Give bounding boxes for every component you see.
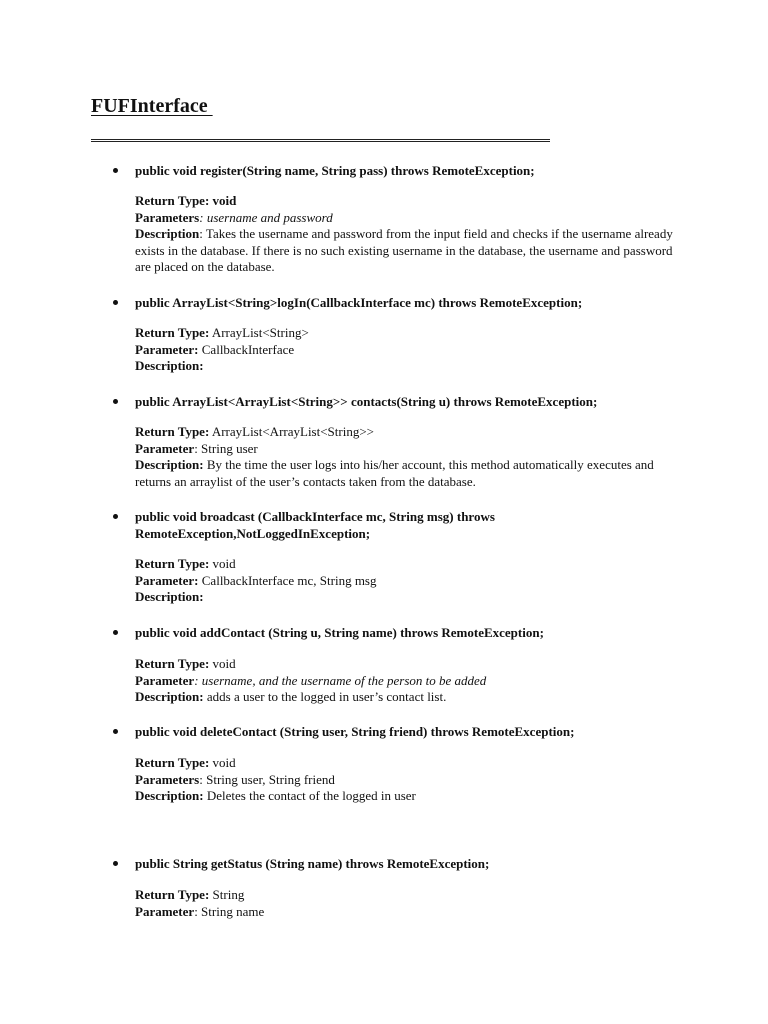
return-type-label: Return Type: (135, 556, 210, 571)
description-value: adds a user to the logged in user’s contact list. (203, 689, 447, 704)
description-label: Description: (135, 358, 204, 373)
document-title: FUFInterface (91, 95, 213, 117)
bullet-icon (113, 729, 118, 734)
return-type-value: void (209, 556, 236, 571)
method-signature: public String getStatus (String name) throws RemoteException; (135, 856, 490, 871)
parameters-value: : username and password (199, 209, 333, 225)
description-line (135, 788, 680, 805)
parameters-line (135, 573, 680, 590)
method-signature: public void addContact (String u, String name) throws RemoteException; (135, 625, 544, 640)
return-type-line (135, 556, 680, 573)
bullet-icon (113, 399, 118, 404)
return-type-line (135, 325, 680, 342)
parameters-value: CallbackInterface (198, 341, 295, 357)
method-signature: public ArrayList<ArrayList<String>> contacts(String u) throws RemoteException; (135, 394, 598, 409)
description-line (135, 358, 680, 375)
parameters-value: : String user (194, 440, 258, 456)
return-type-label: Return Type: (135, 656, 210, 671)
return-type-value: ArrayList<ArrayList<String>> (209, 424, 375, 439)
parameters-value: : username, and the username of the person to be added (194, 672, 487, 688)
description-line (135, 226, 680, 276)
parameters-label: Parameter: (135, 341, 199, 357)
method-details (135, 755, 680, 805)
return-type-value: String (209, 887, 245, 902)
parameters-value: CallbackInterface mc, String msg (198, 572, 377, 588)
parameters-line (135, 441, 680, 458)
description-line (135, 457, 680, 490)
parameters-value: : String user, String friend (199, 771, 335, 787)
bullet-icon (113, 300, 118, 305)
return-type-value: void (209, 755, 236, 770)
return-type-value: ArrayList<String> (209, 325, 309, 340)
bullet-icon (113, 168, 118, 173)
method-details (135, 656, 680, 706)
bullet-icon (113, 861, 118, 866)
return-type-label: Return Type: (135, 887, 210, 902)
method-details (135, 193, 680, 276)
description-value: : Takes the username and password from the input field and checks if the username already exists in the database. If there is no such existing username in the database, the username and password are placed on the database. (135, 226, 673, 274)
parameters-label: Parameter (135, 440, 195, 456)
parameters-label: Parameter: (135, 572, 199, 588)
description-value: Deletes the contact of the logged in user (203, 788, 416, 803)
return-type-line (135, 193, 680, 210)
parameters-label: Parameter (135, 672, 195, 688)
description-label: Description: (135, 589, 204, 604)
method-signature: public void register(String name, String pass) throws RemoteException; (135, 163, 535, 178)
parameters-line (135, 772, 680, 789)
method-details (135, 325, 680, 375)
return-type-label: Return Type: (135, 193, 210, 208)
return-type-line (135, 656, 680, 673)
parameters-line (135, 904, 680, 921)
title-double-rule (91, 139, 550, 142)
bullet-icon (113, 630, 118, 635)
return-type-label: Return Type: (135, 325, 210, 340)
parameters-line (135, 342, 680, 359)
method-details (135, 556, 680, 606)
description-label: Description: (135, 457, 204, 472)
parameters-label: Parameters (135, 209, 200, 225)
return-type-line (135, 424, 680, 441)
method-signature: public void deleteContact (String user, String friend) throws RemoteException; (135, 724, 575, 739)
description-line (135, 689, 680, 706)
parameters-label: Parameters (135, 771, 200, 787)
method-details (135, 887, 680, 920)
return-type-line (135, 887, 680, 904)
description-value: By the time the user logs into his/her account, this method automatically executes and returns an arraylist of the user’s contacts taken from the database. (135, 457, 654, 489)
description-label: Description (135, 226, 200, 241)
bullet-icon (113, 514, 118, 519)
method-signature: public void broadcast (CallbackInterface mc, String msg) throws RemoteException,NotLoggedInException; (135, 509, 495, 541)
parameters-line (135, 210, 680, 227)
return-type-line (135, 755, 680, 772)
parameters-line (135, 673, 680, 690)
method-signature: public ArrayList<String>logIn(CallbackInterface mc) throws RemoteException; (135, 295, 583, 310)
return-type-value: void (209, 656, 236, 671)
return-type-label: Return Type: (135, 424, 210, 439)
parameters-label: Parameter (135, 903, 195, 919)
return-type-value: void (209, 193, 237, 208)
description-line (135, 589, 680, 606)
description-label: Description: (135, 689, 204, 704)
return-type-label: Return Type: (135, 755, 210, 770)
description-label: Description: (135, 788, 204, 803)
parameters-value: : String name (194, 903, 265, 919)
method-details (135, 424, 680, 490)
